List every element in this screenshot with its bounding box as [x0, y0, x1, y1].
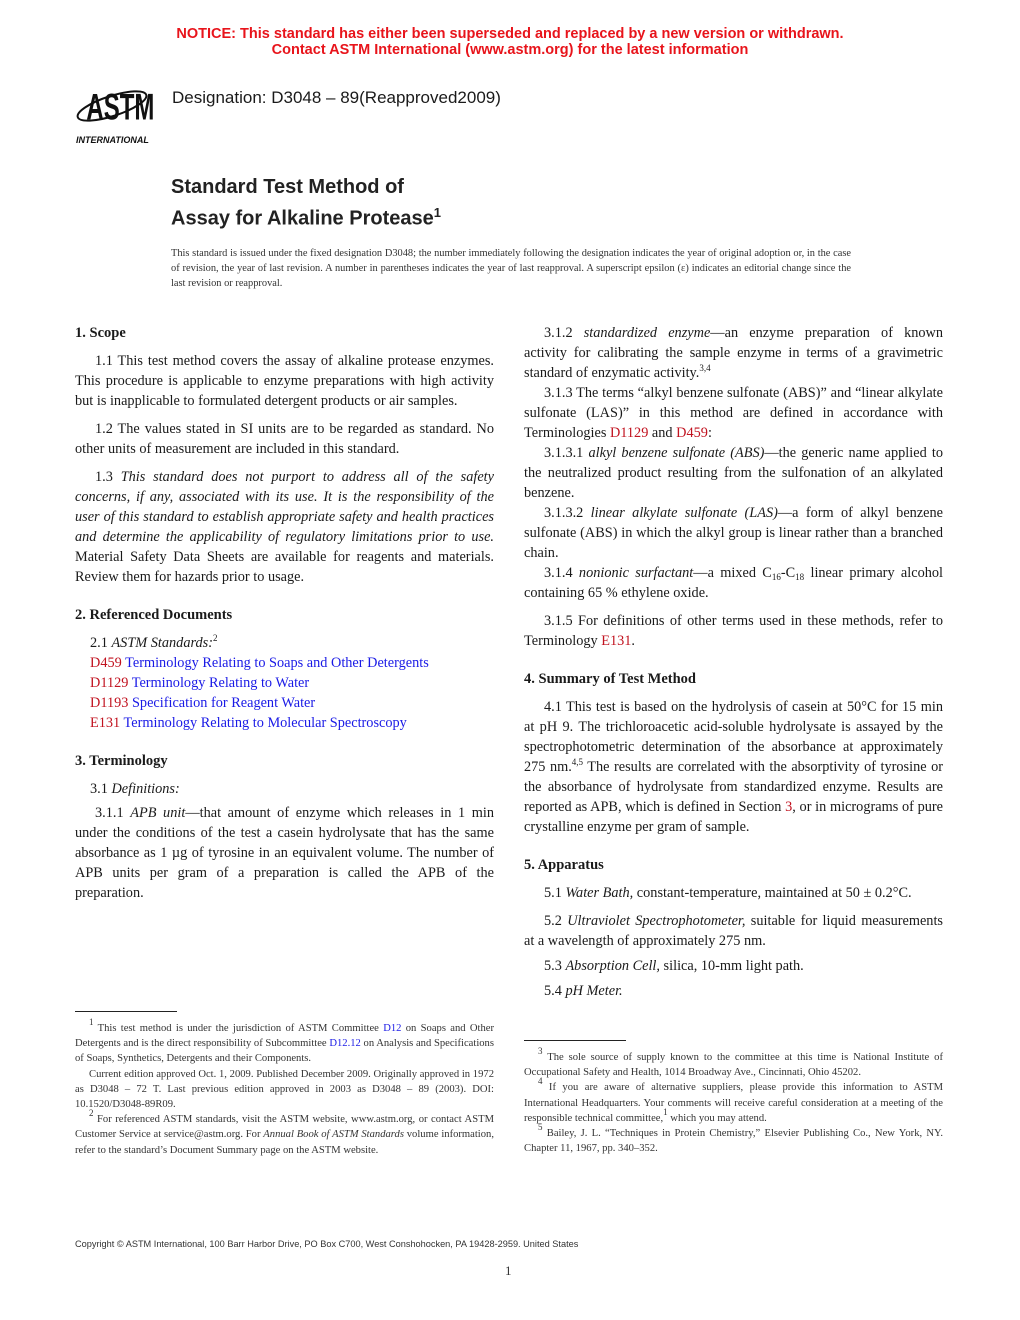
title-line-2 — [171, 200, 441, 232]
paragraph-1-3 — [75, 467, 494, 587]
astm-logo — [72, 76, 162, 146]
footnote-ref[interactable]: 2 — [213, 633, 218, 643]
left-column — [75, 323, 494, 903]
para-num: 3.1.4 — [544, 565, 579, 581]
term: standardized enzyme — [583, 325, 711, 341]
paragraph-1-1: 1.1 This test method covers the assay of alkaline protease enzymes. This procedure is applicable to enzyme preparations with high activity but is inapplicable to formulated detergent products or air samples. — [75, 353, 494, 409]
notice-line-1: NOTICE: This standard has either been superseded and replaced by a new version or withdrawn. — [176, 26, 844, 42]
para-text: 4.1 This test is based on the hydrolysis of casein at 50°C for 15 min at pH 9. The trichloroacetic acid-soluble hydrolysate is assayed by the spectrophotometric determination of the absorbance at approximately 275 nm. — [524, 699, 943, 775]
definition: —the generic name applied to the neutralized product resulting from the sulfonation of an alkylated benzene. — [524, 445, 943, 501]
fn-text: Bailey, J. L. “Techniques in Protein Chemistry,” Elsevier Publishing Co., New York, NY. Chapter 11, 1967, pp. 340–352. — [524, 1128, 943, 1155]
para-num: 3.1.1 — [95, 805, 131, 821]
ref-title[interactable]: Specification for Reagent Water — [131, 695, 316, 711]
footnote-divider-left — [75, 1011, 177, 1012]
para-num: 5.1 — [544, 885, 566, 901]
ref-item-d1129[interactable] — [75, 673, 494, 693]
section-heading-scope: 1. Scope — [75, 325, 126, 341]
logo-letters: ASTM — [86, 86, 155, 129]
definition: linear primary alcohol containing 65 % ethylene oxide. — [524, 565, 944, 601]
para-text: . — [631, 633, 635, 649]
footnote-num: 3 — [538, 1046, 543, 1056]
ref-item-d1193[interactable] — [75, 693, 494, 713]
ref-title[interactable]: Terminology Relating to Soaps and Other Detergents — [125, 655, 429, 671]
msds-statement: Material Safety Data Sheets are available for reagents and materials. Review them for hazards prior to usage. — [75, 549, 494, 585]
apparatus-item-5-2 — [524, 911, 943, 951]
paragraph-3-1-2 — [524, 323, 943, 383]
paragraph-3-1-5 — [524, 611, 943, 651]
footnotes-left — [75, 1017, 494, 1158]
definition: —that amount of enzyme which releases in 1 min under the conditions of the test a casein hydrolysate that has the same absorbance as 1 µg of tyrosine in an equivalent volume. The number of APB units per gram of a preparation is called the APB of the preparation. — [75, 805, 495, 901]
footnotes-right — [524, 1046, 943, 1156]
term: nonionic surfactant — [578, 565, 694, 581]
footnote-ref[interactable]: 4,5 — [571, 757, 584, 767]
page-number: 1 — [505, 1263, 512, 1278]
para-text: and — [648, 425, 677, 441]
paragraph-3-1-3 — [524, 383, 943, 443]
astm-standards-label — [75, 633, 494, 653]
sub-label: ASTM Standards: — [111, 635, 213, 651]
paragraph-3-1-3-2 — [524, 503, 943, 563]
link-d1129[interactable]: D1129 — [609, 425, 649, 441]
fn-italic: Annual Book of ASTM Standards — [263, 1129, 404, 1141]
definition: —a form of alkyl benzene sulfonate (ABS) in which the alkyl group is linear rather than a branched chain. — [524, 505, 943, 561]
section-heading-terminology: 3. Terminology — [75, 753, 168, 769]
para-num: 5.3 — [544, 958, 566, 974]
term: alkyl benzene sulfonate (ABS) — [588, 445, 765, 461]
definition: —an enzyme preparation of known activity for calibrating the sample enzyme in terms of a gravimetric standard of enzymatic activity. — [524, 325, 944, 381]
apparatus-item-5-1 — [524, 883, 943, 903]
ref-code[interactable]: E131 — [90, 715, 121, 731]
ref-title[interactable]: Terminology Relating to Water — [131, 675, 310, 691]
footnote-num: 1 — [89, 1017, 94, 1027]
para-text: The results are correlated with the absorptivity of tyrosine or the absorbance of hydrolysate from standardized enzyme. Results are reported as APB, which is defined in Section — [524, 759, 943, 815]
intro-paragraph: This standard is issued under the fixed designation D3048; the number immediately following the designation indicates the year of original adoption or, in the case of revision, the year of last revision. A number in parentheses indicates the year of last reapproval. A superscript epsilon (ε) indicates an editorial change since the last revision or reapproval. — [171, 248, 851, 289]
footnote-2 — [75, 1108, 494, 1158]
para-num: 3.1.2 — [544, 325, 584, 341]
title-footnote-ref[interactable]: 1 — [433, 205, 441, 220]
definition: -C — [780, 565, 796, 581]
footnote-num: 4 — [538, 1076, 543, 1087]
para-text: suitable for liquid measurements at a wavelength of approximately 275 nm. — [524, 913, 943, 949]
supersede-notice — [0, 26, 1020, 58]
apparatus-item-5-3 — [524, 956, 943, 976]
para-text: constant-temperature, maintained at 50 ± 0.2°C. — [633, 885, 912, 901]
copyright-line: Copyright © ASTM International, 100 Barr Harbor Drive, PO Box C700, West Conshohocken, PA 19428-2959. United States — [75, 1239, 579, 1249]
link-d459[interactable]: D459 — [676, 425, 708, 441]
para-num: 5.4 — [544, 983, 566, 999]
astm-international-logo-icon — [72, 76, 162, 146]
fn-text: on Soaps and Other Detergents and is the direct responsibility of Subcommittee — [75, 1023, 494, 1050]
footnote-4 — [524, 1076, 943, 1126]
link-section-3[interactable]: 3 — [785, 799, 793, 815]
title-line-2-text: Assay for Alkaline Protease — [171, 207, 434, 230]
term: linear alkylate sulfonate (LAS) — [590, 505, 778, 521]
fn-text: The sole source of supply known to the committee at this time is National Institute of Occupational Safety and Health, 1014 Broadway Ave., Cincinnati, Ohio 45202. — [524, 1052, 943, 1079]
para-num: 3.1.3.2 — [544, 505, 591, 521]
para-text: , or in micrograms of pure crystalline enzyme per gram of sample. — [524, 799, 943, 835]
logo-text: INTERNATIONAL — [76, 135, 149, 145]
fn-text: This test method is under the jurisdiction of ASTM Committee — [93, 1023, 384, 1034]
footnote-5 — [524, 1122, 943, 1156]
term: Water Bath, — [565, 885, 634, 901]
ref-item-d459[interactable] — [75, 653, 494, 673]
notice-line-2: Contact ASTM International (www.astm.org) for the latest information — [271, 42, 749, 58]
footnote-num: 5 — [538, 1122, 543, 1133]
ref-title[interactable]: Terminology Relating to Molecular Spectroscopy — [123, 715, 407, 731]
sub-label: Definitions: — [111, 781, 180, 797]
subscript: 16 — [771, 572, 781, 582]
fn-text: If you are aware of alternative suppliers, please provide this information to ASTM International Headquarters. Your comments will receive careful consideration at a meeting of the responsible technical committee, — [524, 1082, 943, 1124]
link-e131[interactable]: E131 — [601, 633, 632, 649]
section-heading-summary: 4. Summary of Test Method — [524, 671, 696, 687]
paragraph-4-1 — [524, 697, 943, 837]
para-num: 3.1.3.1 — [544, 445, 589, 461]
para-num: 2.1 — [90, 635, 112, 651]
definitions-label — [75, 779, 494, 799]
right-column — [524, 323, 943, 1001]
para-num: 5.2 — [544, 913, 568, 929]
para-num: 3.1 — [90, 781, 112, 797]
subscript: 18 — [795, 572, 805, 582]
title-line-1: Standard Test Method of — [171, 176, 404, 198]
para-num: 1.3 — [95, 469, 121, 485]
fn-text: For referenced ASTM standards, visit the ASTM website, www.astm.org, or contact ASTM Customer Service at service@astm.org. For — [75, 1114, 494, 1141]
footnote-ref[interactable]: 3,4 — [699, 363, 711, 373]
footnote-ref[interactable]: 1 — [663, 1106, 668, 1117]
term: Ultraviolet Spectrophotometer, — [567, 913, 746, 929]
para-text: silica, 10-mm light path. — [659, 958, 804, 974]
ref-code[interactable]: D459 — [90, 655, 122, 671]
paragraph-3-1-4 — [524, 563, 943, 603]
term: Absorption Cell, — [565, 958, 660, 974]
ref-code[interactable]: D1129 — [90, 675, 129, 691]
designation: Designation: D3048 – 89(Reapproved2009) — [172, 88, 501, 107]
footnote-1 — [75, 1017, 494, 1067]
para-text: 3.1.5 For definitions of other terms used in these methods, refer to Terminology — [524, 613, 943, 649]
fn-text: which you may attend. — [667, 1112, 767, 1124]
footnote-divider-right — [524, 1040, 626, 1041]
link-d12-12[interactable]: D12.12 — [329, 1038, 361, 1050]
term: APB unit — [130, 805, 186, 821]
fn-text: volume information, refer to the standard’s Document Summary page on the ASTM website. — [75, 1129, 494, 1156]
paragraph-3-1-3-1 — [524, 443, 943, 503]
term: pH Meter. — [565, 983, 623, 999]
ref-code[interactable]: D1193 — [90, 695, 129, 711]
footnote-3 — [524, 1046, 943, 1080]
link-d12[interactable]: D12 — [383, 1023, 402, 1034]
section-heading-referenced: 2. Referenced Documents — [75, 607, 233, 623]
apparatus-item-5-4 — [524, 981, 943, 1001]
footnote-num: 2 — [89, 1108, 94, 1119]
definition: —a mixed C — [693, 565, 772, 581]
document-title — [171, 174, 441, 232]
section-heading-apparatus: 5. Apparatus — [524, 857, 604, 873]
ref-item-e131[interactable] — [75, 713, 494, 733]
para-text: : — [707, 425, 712, 441]
fn-text: on Analysis and Specifications of Soaps, Synthetics, Detergents and their Components. — [75, 1038, 494, 1065]
para-text: 3.1.3 The terms “alkyl benzene sulfonate (ABS)” and “linear alkylate sulfonate (LAS)” in this method are defined in accordance with Terminologies — [524, 385, 943, 441]
paragraph-1-2: 1.2 The values stated in SI units are to be regarded as standard. No other units of measurement are included in this standard. — [75, 421, 494, 457]
paragraph-3-1-1 — [75, 803, 494, 903]
safety-statement: This standard does not purport to address all of the safety concerns, if any, associated with its use. It is the responsibility of the user of this standard to establish appropriate safety and health practices and determine the applicability of regulatory limitations prior to use. — [75, 469, 494, 545]
footnote-1-edition: Current edition approved Oct. 1, 2009. Published December 2009. Originally approved in 1972 as D3048 – 72 T. Last previous edition approved in 2003 as D3048 – 89 (2003). DOI: 10.1520/D3048-89R09. — [75, 1068, 494, 1111]
